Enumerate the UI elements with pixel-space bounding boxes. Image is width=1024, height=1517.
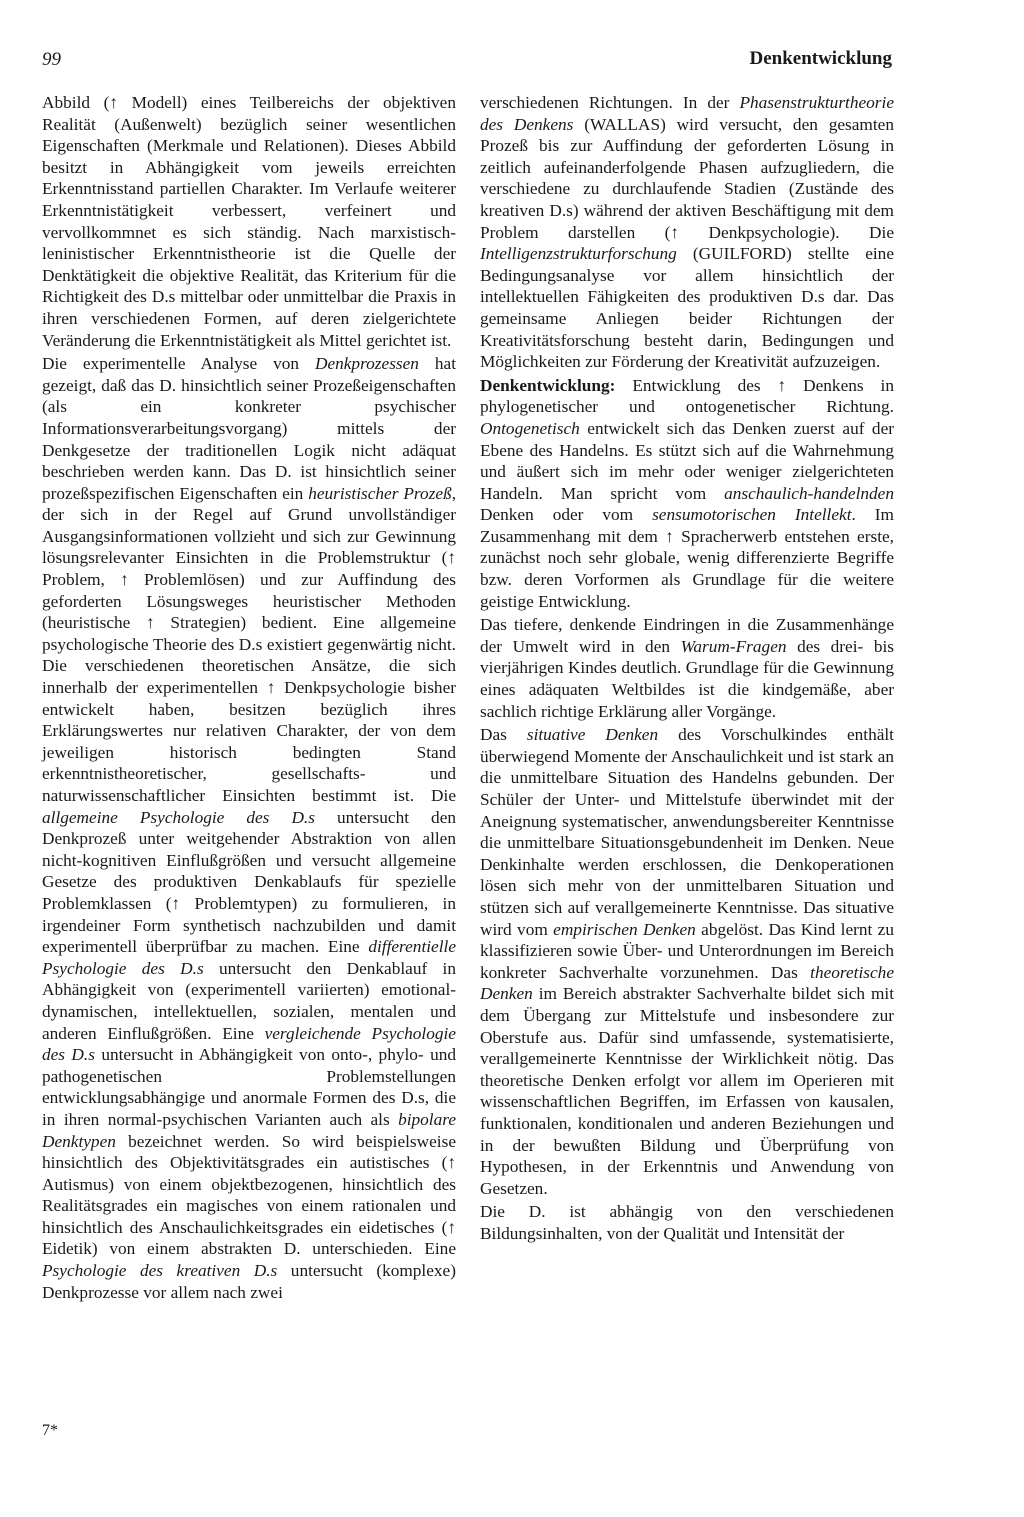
paragraph <box>480 614 894 722</box>
emphasized-term: theoretische Denken <box>480 962 894 1004</box>
emphasized-term: Denkprozessen <box>314 354 419 374</box>
page-number: 99 <box>42 49 61 70</box>
paragraph <box>480 1201 894 1244</box>
right-column <box>480 92 894 1244</box>
emphasized-term: bipolare Denktypen <box>42 1109 456 1151</box>
text-run: des Vorschulkindes enthält überwiegend Momente der Anschaulichkeit und ist stark an die unmittelbare Situation des Handelns gebunden. Der Schüler der Unter- und Mittelstufe überwindet mit der Aneignung systematischer, anwendungsbereiter Kenntnisse die unmittelbare Situationsgebundenheit im Denken. Neue Denkinhalte werden erschlossen, die Denkoperationen lösen sich mehr von der unmittelbaren Situation und stützen sich auf verallgemeinerte Kenntnisse. Das situative wird vom <box>480 725 894 939</box>
emphasized-term: anschaulich-handelnden <box>724 483 894 503</box>
text-run: (GUILFORD) stellte eine Bedingungsanalyse vor allem hinsichtlich der intellektuellen Fähigkeiten des produktiven D.s dar. Das gemeinsame Anliegen beider Richtungen der Kreativitätsforschung besteht darin, Bedingungen und Möglichkeiten zur Förderung der Kreativität aufzuzeigen. <box>480 244 894 372</box>
emphasized-term: differentielle Psychologie des D.s <box>42 937 456 978</box>
entry-headword: Denkentwicklung: <box>480 375 616 395</box>
emphasized-term: Psychologie des kreativen D.s <box>42 1261 278 1281</box>
emphasized-term: Intelligenzstrukturforschung <box>480 244 677 264</box>
emphasized-term: vergleichende Psychologie des D.s <box>42 1023 456 1065</box>
text-run: . Im Zusammenhang mit dem ↑ Spracherwerb entstehen erste, zunächst noch sehr globale, wenig differenzierte Begriffe bzw. deren Vorformen als Grundlage für die weitere geistige Entwicklung. <box>480 505 894 611</box>
text-run: Das <box>480 725 527 745</box>
left-column <box>42 92 456 1303</box>
text-run: untersucht in Abhängigkeit von onto-, phylo- und pathogenetischen Problemstellungen entwicklungsabhängige und anormale Formen des D.s, die in ihren normal-psychischen Varianten auch als <box>42 1045 456 1129</box>
emphasized-term: sensumotorischen Intellekt <box>652 505 852 525</box>
emphasized-term: Warum-Fragen <box>680 636 787 656</box>
text-run: verschiedenen Richtungen. In der <box>480 93 740 112</box>
text-run: abgelöst. Das Kind lernt zu klassifizieren sowie Über- und Unterordnungen im Bereich konkreter Sachverhalte vorzunehmen. Das <box>480 919 894 982</box>
text-run: Denken oder vom <box>480 505 653 525</box>
paragraph <box>42 353 456 1303</box>
text-run: Die experimentelle Analyse von <box>42 354 315 374</box>
text-run: hat gezeigt, daß das D. hinsichtlich seiner Prozeßeigenschaften (als ein konkreter psychischer Informationsverarbeitungsvorgang) mittels der Denkgesetze der traditionellen Logik nicht adäquat beschrieben werden kann. Das D. ist hinsichtlich seiner prozeßspezifischen Eigenschaften ein <box>42 354 456 503</box>
text-run: des drei- bis vierjährigen Kindes deutlich. Grundlage für die Gewinnung eines adäquaten Weltbildes ist die kindgemäße, aber sachlich richtige Erklärung aller Vorgänge. <box>480 636 894 721</box>
text-run: Die D. ist abhängig von den verschiedenen Bildungsinhalten, von der Qualität und Intensität der <box>480 1202 894 1243</box>
paragraph <box>480 724 894 1199</box>
text-run: , der sich in der Regel auf Grund unvollständiger Ausgangsinformationen vollzieht und sich zur Gewinnung lösungsrelevanter Einsichten in die Problemstruktur (↑ Problem, ↑ Problemlösen) und zur Auffindung des geforderten Lösungsweges heuristischer Methoden (heuristische ↑ Strategien) bedient. Eine allgemeine psychologische Theorie des D.s existiert gegenwärtig nicht. Die verschiedenen theoretischen Ansätze, die sich innerhalb der experimentellen ↑ Denkpsychologie bisher entwickelt haben, besitzen bezüglich ihres Erklärungswertes nur relativen Charakter, der von dem jeweiligen historisch bedingten Stand erkenntnistheoretischer, gesellschafts- und naturwissenschaftlicher Einsichten bestimmt ist. Die <box>42 483 457 805</box>
emphasized-term: Ontogenetisch <box>480 418 580 438</box>
text-run: im Bereich abstrakter Sachverhalte bildet sich mit dem Übergang zur Mittelstufe und insbesondere zur Oberstufe aus. Dafür sind umfassende, systematisierte, verallgemeinerte Kenntnisse der Wirklichkeit nötig. Das theoretische Denken erfolgt vor allem im Operieren mit wissenschaftlichen Begriffen, im Erfassen von kausalen, funktionalen, konditionalen und anderen Beziehungen und in der bewußten Bildung und Überprüfung von Hypothesen, in der Erkenntnis und Anwendung von Gesetzen. <box>480 984 894 1198</box>
dictionary-entry <box>480 375 894 613</box>
text-run: untersucht (komplexe) Denkprozesse vor allem nach zwei <box>42 1261 456 1302</box>
text-run: Das tiefere, denkende Eindringen in die Zusammenhänge der Umwelt wird in den <box>480 615 894 656</box>
text-run: untersucht den Denkablauf in Abhängigkeit von (experimentell variierten) emotional-dynamischen, intellektuellen, sozialen, mentalen und anderen Einflußgrößen. Eine <box>42 958 456 1043</box>
emphasized-term: empirischen Denken <box>553 919 696 939</box>
running-head: Denkentwicklung <box>749 48 892 69</box>
emphasized-term: heuristischer Prozeß <box>308 483 452 503</box>
emphasized-term: situative Denken <box>526 725 659 745</box>
text-run: (WALLAS) wird versucht, den gesamten Prozeß bis zur Auffindung der geforderten Lösung in zeitlich aufeinanderfolgende Phasen aufzugliedern, die verschiedene zu durchlaufende Stadien (Zustände des kreativen D.s) während der aktiven Beschäftigung mit dem Problem darstellen (↑ Denkpsychologie). Die <box>480 114 894 242</box>
text-run: Abbild (↑ Modell) eines Teilbereichs der objektiven Realität (Außenwelt) bezüglich seiner wesentlichen Eigenschaften (Merkmale und Relationen). Dieses Abbild besitzt in Abhängigkeit vom jeweils erreichten Erkenntnisstand partiellen Charakter. Im Verlaufe weiterer Erkenntnistätigkeit verbessert, verfeinert und vervollkommnet es sich ständig. Nach marxistisch-leninistischer Erkenntnistheorie ist die Quelle der Denktätigkeit die objektive Realität, das Kriterium für die Richtigkeit des D.s mittelbar oder unmittelbar die Praxis in ihren verschiedenen Formen, auf deren zielgerichtete Veränderung die Erkenntnistätigkeit als Mittel gerichtet ist. <box>42 93 456 350</box>
paragraph <box>480 92 894 373</box>
emphasized-term: Phasenstrukturtheorie des Denkens <box>480 93 894 134</box>
signature-mark: 7* <box>42 1422 58 1439</box>
text-run: untersucht den Denkprozeß unter weitgehender Abstraktion von allen nicht-kognitiven Einflußgrößen und versucht allgemeine Gesetze des produktiven Denkablaufs für spezielle Problemklassen (↑ Problemtypen) zu formulieren, in irgendeiner Form synthetisch nachzubilden und damit experimentell überprüfbar zu machen. Eine <box>42 807 457 957</box>
paragraph <box>42 92 456 351</box>
text-run: entwickelt sich das Denken zuerst auf der Ebene des Handelns. Es stützt sich auf die Wahrnehmung und äußert sich im mehr oder weniger zielgerichteten Handeln. Man spricht vom <box>480 418 894 503</box>
emphasized-term: allgemeine Psychologie des D.s <box>42 807 315 827</box>
text-run: Entwicklung des ↑ Denkens in phylogenetischer und ontogenetischer Richtung. <box>480 375 894 417</box>
text-run: bezeichnet werden. So wird beispielsweise hinsichtlich des Objektivitätsgrades ein autistisches (↑ Autismus) von einem objektbezogenen, hinsichtlich des Realitätsgrades ein magisches von einem rationalen und hinsichtlich des Anschaulichkeitsgrades ein eidetisches (↑ Eidetik) von einem abstrakten D. unterschieden. Eine <box>42 1131 456 1259</box>
